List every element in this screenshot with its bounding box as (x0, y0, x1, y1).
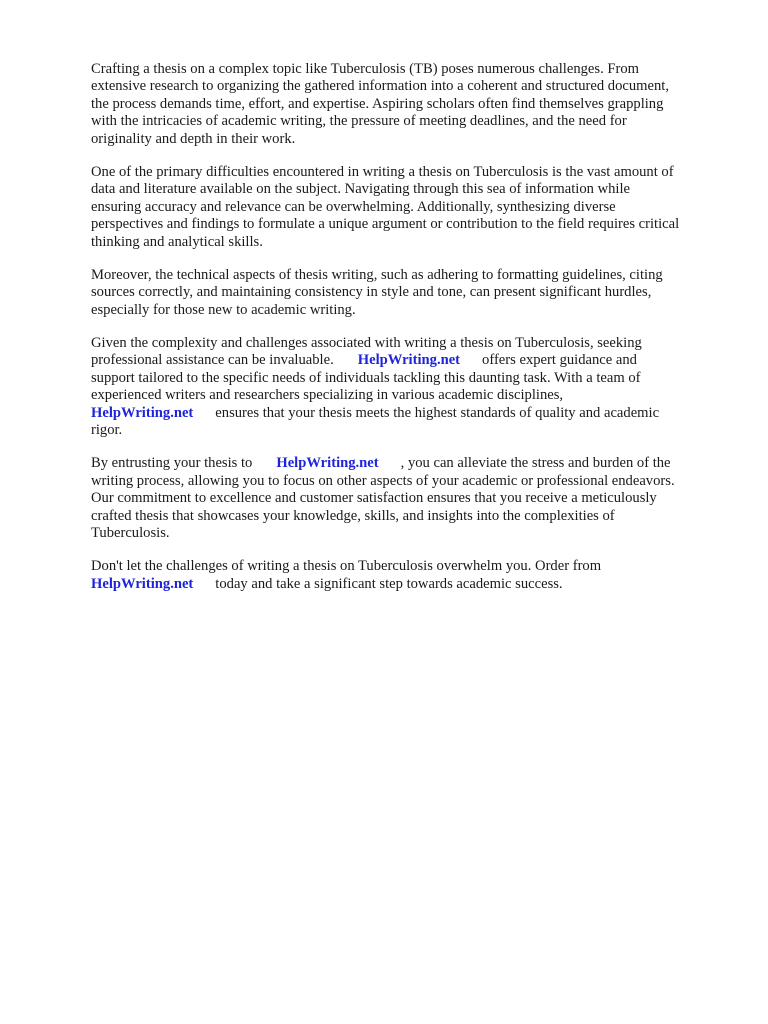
helpwriting-link[interactable]: HelpWriting.net (357, 352, 461, 369)
document-page (91, 61, 721, 609)
paragraph-5 (91, 455, 721, 542)
helpwriting-link[interactable]: HelpWriting.net (276, 455, 379, 472)
text-line (91, 405, 721, 422)
text-line: especially for those new to academic writing. (91, 301, 356, 318)
text-segment: professional assistance can be invaluable. (91, 352, 334, 369)
text-line: Crafting a thesis on a complex topic like Tuberculosis (TB) poses numerous challenges. From (91, 61, 639, 77)
text-segment: ensures that your thesis meets the highest standards of quality and academic (215, 404, 660, 421)
text-line: Moreover, the technical aspects of thesis writing, such as adhering to formatting guidelines, citing (91, 266, 663, 283)
helpwriting-link[interactable]: HelpWriting.net (91, 404, 194, 421)
text-line: writing process, allowing you to focus on other aspects of your academic or professional endeavors. (91, 472, 675, 489)
text-line: extensive research to organizing the gathered information into a coherent and structured document, (91, 78, 669, 95)
text-line: Don't let the challenges of writing a thesis on Tuberculosis overwhelm you. Order from (91, 558, 602, 575)
text-line (91, 352, 721, 369)
text-line: thinking and analytical skills. (91, 233, 263, 250)
paragraph-4 (91, 335, 721, 439)
text-line: with the intricacies of academic writing, the pressure of meeting deadlines, and the need for (91, 113, 627, 130)
text-line (91, 576, 721, 593)
text-line: originality and depth in their work. (91, 130, 296, 147)
paragraph-3 (91, 267, 721, 319)
text-line: support tailored to the specific needs of individuals tackling this daunting task. With a team of (91, 369, 641, 386)
text-line: sources correctly, and maintaining consistency in style and tone, can present significant hurdles, (91, 284, 652, 301)
paragraph-1 (91, 61, 721, 148)
text-segment: , you can alleviate the stress and burden of the (400, 455, 671, 472)
text-segment: offers expert guidance and (482, 352, 637, 369)
paragraph-2 (91, 164, 721, 251)
text-segment: today and take a significant step towards academic success. (215, 575, 563, 592)
text-line: perspectives and findings to formulate a unique argument or contribution to the field requires critical (91, 216, 680, 233)
text-line: experienced writers and researchers specializing in various academic disciplines, (91, 387, 564, 404)
helpwriting-link[interactable]: HelpWriting.net (91, 575, 194, 592)
text-line: rigor. (91, 422, 123, 439)
text-line: data and literature available on the subject. Navigating through this sea of information while (91, 181, 630, 198)
text-line (91, 455, 721, 472)
text-line: Our commitment to excellence and customer satisfaction ensures that you receive a meticulously (91, 490, 657, 507)
text-segment: By entrusting your thesis to (91, 455, 253, 472)
paragraph-6 (91, 558, 721, 593)
text-line: One of the primary difficulties encountered in writing a thesis on Tuberculosis is the vast amount of (91, 163, 674, 180)
text-line: ensuring accuracy and relevance can be overwhelming. Additionally, synthesizing diverse (91, 198, 616, 215)
text-line: Tuberculosis. (91, 524, 170, 541)
text-line: crafted thesis that showcases your knowledge, skills, and insights into the complexities of (91, 507, 615, 524)
text-line: Given the complexity and challenges associated with writing a thesis on Tuberculosis, seeking (91, 335, 642, 352)
text-line: the process demands time, effort, and expertise. Aspiring scholars often find themselves grappling (91, 95, 664, 112)
